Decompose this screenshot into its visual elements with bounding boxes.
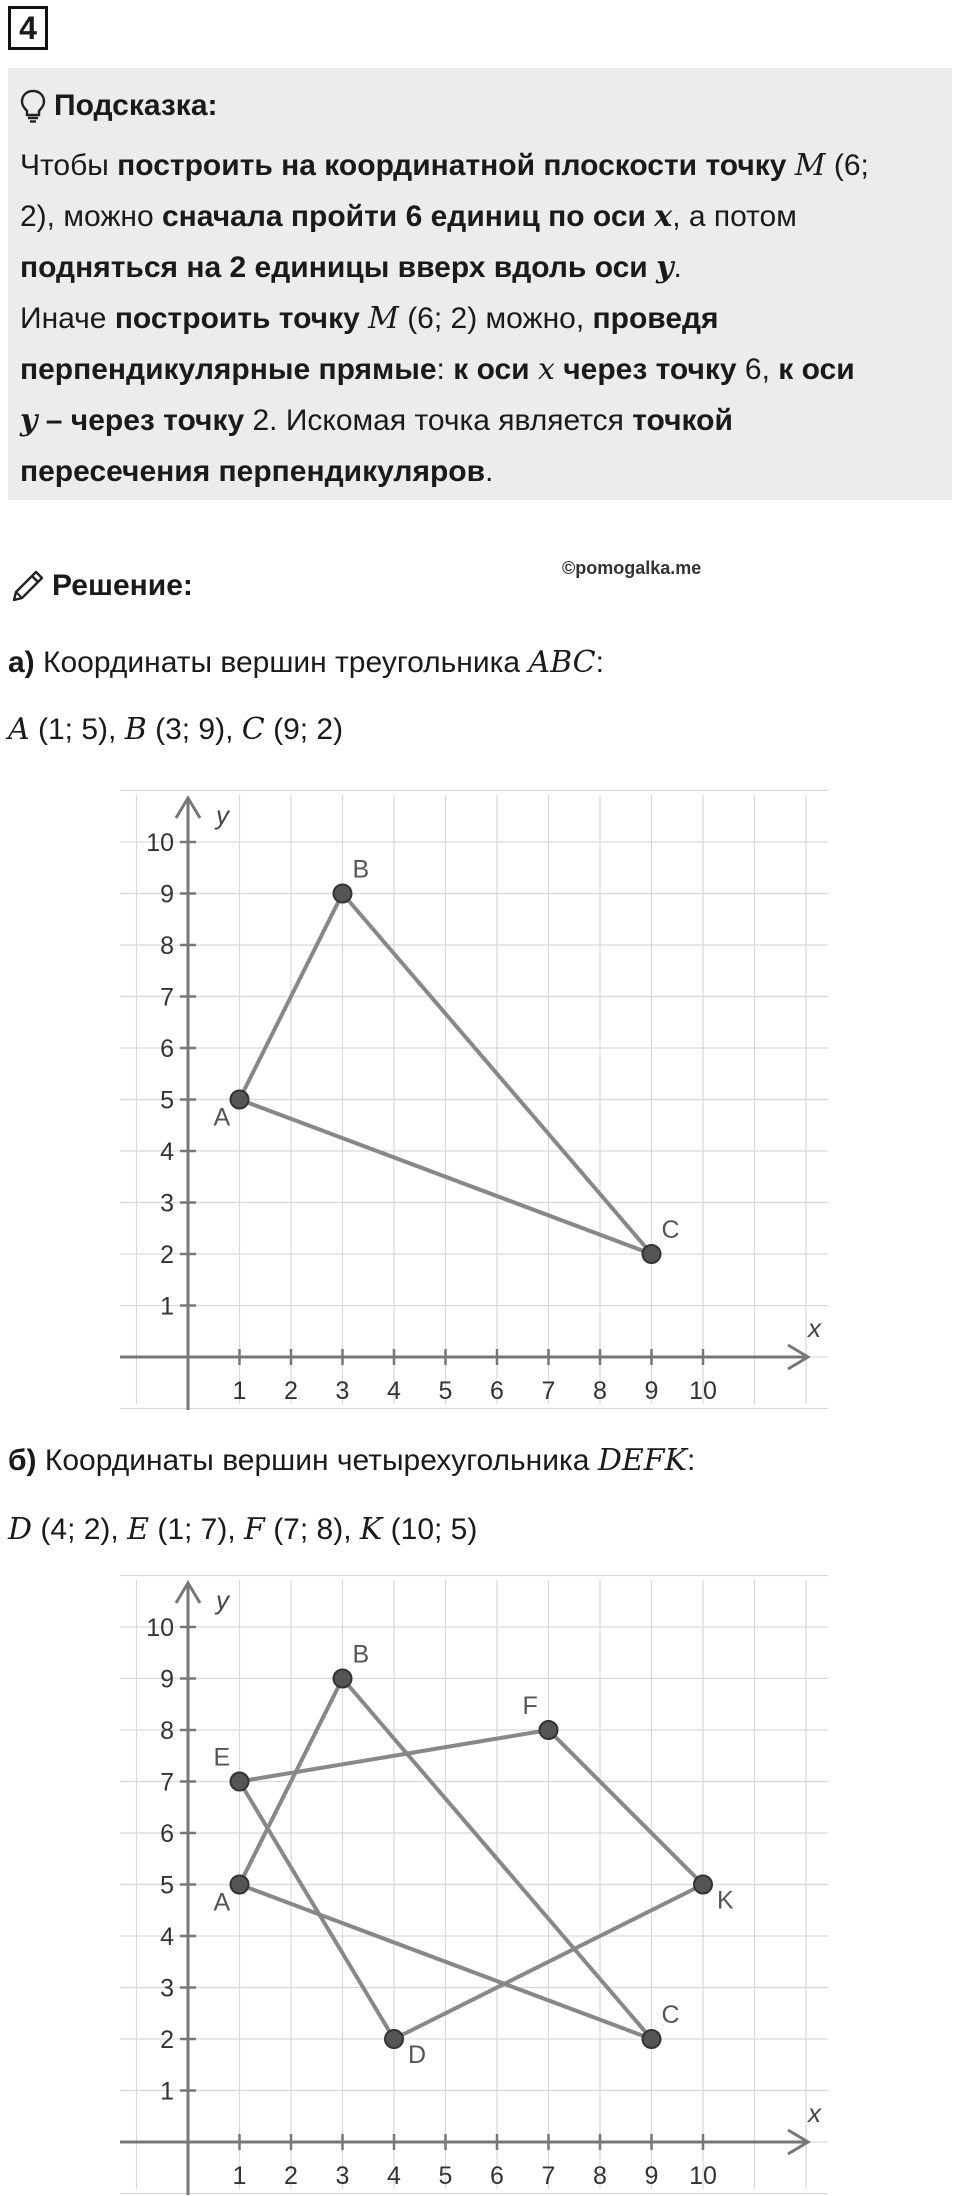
point-f <box>540 1721 558 1739</box>
figure-name: ABC <box>528 645 596 680</box>
hint-text: Иначе <box>20 302 115 335</box>
y-tick-label: 9 <box>160 880 174 909</box>
segment-fk <box>549 1730 704 1885</box>
hint-text: Чтобы <box>20 149 118 182</box>
x-tick-label: 4 <box>387 1377 401 1405</box>
x-tick-label: 3 <box>335 1377 350 1405</box>
point-label-c: C <box>661 2001 680 2029</box>
part-colon: : <box>687 1444 696 1477</box>
point-label-f: F <box>522 1692 538 1720</box>
part-colon: : <box>595 646 604 679</box>
y-tick-label: 9 <box>160 1665 174 1694</box>
hint-text: . <box>485 455 494 488</box>
y-tick-label: 2 <box>160 2026 174 2054</box>
point-label-d: D <box>408 2041 427 2069</box>
x-tick-label: 7 <box>541 1377 556 1405</box>
coord-value: (4; 2), <box>32 1513 128 1546</box>
hint-bold: к оси <box>778 353 855 386</box>
math-var: y <box>20 403 38 438</box>
task-number: 4 <box>8 6 48 50</box>
coord-name: E <box>127 1512 149 1547</box>
hint-bold: построить на координатной плоскости точку <box>117 149 795 182</box>
point-label-e: E <box>213 1743 231 1772</box>
hint-text: (6; 2) можно, <box>398 302 593 335</box>
hint-text: (6; <box>825 149 869 182</box>
y-tick-label: 8 <box>160 1717 174 1745</box>
point-c <box>643 1245 661 1263</box>
y-tick-label: 5 <box>160 1871 174 1900</box>
part-letter: б) <box>8 1444 37 1477</box>
y-tick-label: 7 <box>160 983 174 1012</box>
math-var: x <box>537 352 555 387</box>
hint-paragraph-2 <box>20 293 942 497</box>
hint-bold: – через точку <box>37 404 245 437</box>
x-tick-label: 2 <box>284 1377 298 1405</box>
y-tick-label: 8 <box>160 932 174 960</box>
solution-header <box>10 568 193 604</box>
point-e <box>231 1773 249 1791</box>
hint-text: 2), можно <box>20 200 162 233</box>
hint-bold: построить точку <box>114 302 369 335</box>
coord-name: A <box>8 712 30 747</box>
graph-quadrilateral-defk <box>118 1565 838 2196</box>
x-tick-label: 6 <box>490 2162 504 2190</box>
coord-value: (7; 8), <box>264 1513 360 1546</box>
x-tick-label: 2 <box>284 2162 298 2190</box>
coord-name: D <box>8 1512 33 1547</box>
coord-name: F <box>244 1512 265 1547</box>
point-label-b: B <box>352 855 370 884</box>
hint-bold: перпендикулярные прямые <box>20 353 437 386</box>
point-d <box>385 2030 403 2048</box>
point-k <box>694 1876 712 1894</box>
coord-name: B <box>124 712 147 747</box>
math-var: y <box>656 250 674 285</box>
x-tick-label: 9 <box>644 2162 659 2190</box>
x-tick-label: 3 <box>335 2162 350 2190</box>
hint-title: Подсказка: <box>54 89 218 122</box>
x-tick-label: 5 <box>438 1377 453 1405</box>
hint-box <box>8 68 952 500</box>
coord-name: K <box>359 1512 383 1547</box>
y-tick-label: 4 <box>160 1138 174 1166</box>
hint-bold: проведя <box>592 302 719 335</box>
y-tick-label: 1 <box>160 2077 174 2106</box>
hint-text: : <box>436 353 454 386</box>
x-tick-label: 5 <box>438 2162 453 2190</box>
lightbulb-icon <box>20 89 46 123</box>
coord-value: (1; 5), <box>29 713 125 746</box>
part-a-coords <box>8 712 343 747</box>
x-tick-label: 7 <box>541 2162 556 2190</box>
point-label-k: K <box>717 1886 734 1915</box>
hint-bold: пересечения перпендикуляров <box>20 455 486 488</box>
x-axis-label: x <box>808 2098 821 2128</box>
point-a <box>231 1876 249 1894</box>
hint-bold: точкой <box>632 404 733 437</box>
point-a <box>231 1091 249 1109</box>
graph-triangle-abc <box>118 780 838 1420</box>
y-tick-label: 6 <box>160 1035 174 1063</box>
figure-name: DEFK <box>597 1443 687 1478</box>
x-tick-label: 6 <box>490 1377 504 1405</box>
math-var: x <box>654 199 673 234</box>
y-tick-label: 3 <box>160 1974 174 2003</box>
pencil-icon <box>10 568 46 604</box>
y-tick-label: 1 <box>160 1292 174 1321</box>
x-axis-label: x <box>808 1313 821 1343</box>
x-tick-label: 10 <box>689 1377 717 1405</box>
y-tick-label: 10 <box>146 1614 174 1642</box>
part-b-heading <box>8 1443 695 1478</box>
x-tick-label: 1 <box>232 1377 247 1405</box>
point-label-c: C <box>661 1216 680 1244</box>
x-tick-label: 9 <box>644 1377 659 1405</box>
solution-title: Решение: <box>52 569 193 602</box>
hint-text: 2. Искомая точка является <box>244 404 633 437</box>
hint-bold: подняться на 2 единицы вверх вдоль оси <box>20 251 657 284</box>
point-label-b: B <box>352 1640 370 1669</box>
y-tick-label: 4 <box>160 1923 174 1951</box>
part-a-heading <box>8 645 604 680</box>
x-tick-label: 1 <box>232 2162 247 2190</box>
coord-value: (1; 7), <box>149 1513 245 1546</box>
part-text: Координаты вершин треугольника <box>34 646 529 679</box>
x-tick-label: 4 <box>387 2162 401 2190</box>
y-tick-label: 2 <box>160 1241 174 1269</box>
segment-de <box>240 1782 395 2040</box>
x-tick-label: 8 <box>593 2162 607 2190</box>
watermark: ©pomogalka.me <box>562 558 702 578</box>
x-tick-label: 8 <box>593 1377 607 1405</box>
hint-bold: к оси <box>453 353 538 386</box>
math-var: M <box>794 148 826 183</box>
hint-text: , а потом <box>672 200 797 233</box>
hint-bold: сначала пройти 6 единиц по оси <box>161 200 655 233</box>
coord-value: (10; 5) <box>382 1513 478 1546</box>
coord-name: C <box>241 712 265 747</box>
hint-paragraph-1 <box>20 140 942 293</box>
y-tick-label: 6 <box>160 1820 174 1848</box>
y-tick-label: 3 <box>160 1189 174 1218</box>
hint-text: 6, <box>736 353 779 386</box>
hint-header <box>20 76 942 136</box>
part-b-coords <box>8 1512 477 1547</box>
x-tick-label: 10 <box>689 2162 717 2190</box>
point-b <box>334 885 352 903</box>
point-label-a: A <box>213 1888 231 1917</box>
point-label-a: A <box>213 1103 231 1132</box>
coord-value: (3; 9), <box>146 713 242 746</box>
hint-bold: через точку <box>554 353 737 386</box>
part-text: Координаты вершин четырехугольника <box>36 1444 598 1477</box>
y-tick-label: 7 <box>160 1768 174 1797</box>
y-axis-label: y <box>216 800 229 830</box>
point-b <box>334 1670 352 1688</box>
hint-text: . <box>673 251 682 284</box>
y-tick-label: 5 <box>160 1086 174 1115</box>
part-letter: а) <box>8 646 35 679</box>
coord-value: (9; 2) <box>264 713 344 746</box>
point-c <box>643 2030 661 2048</box>
y-tick-label: 10 <box>146 829 174 857</box>
math-var: M <box>368 301 399 336</box>
y-axis-label: y <box>216 1585 229 1615</box>
